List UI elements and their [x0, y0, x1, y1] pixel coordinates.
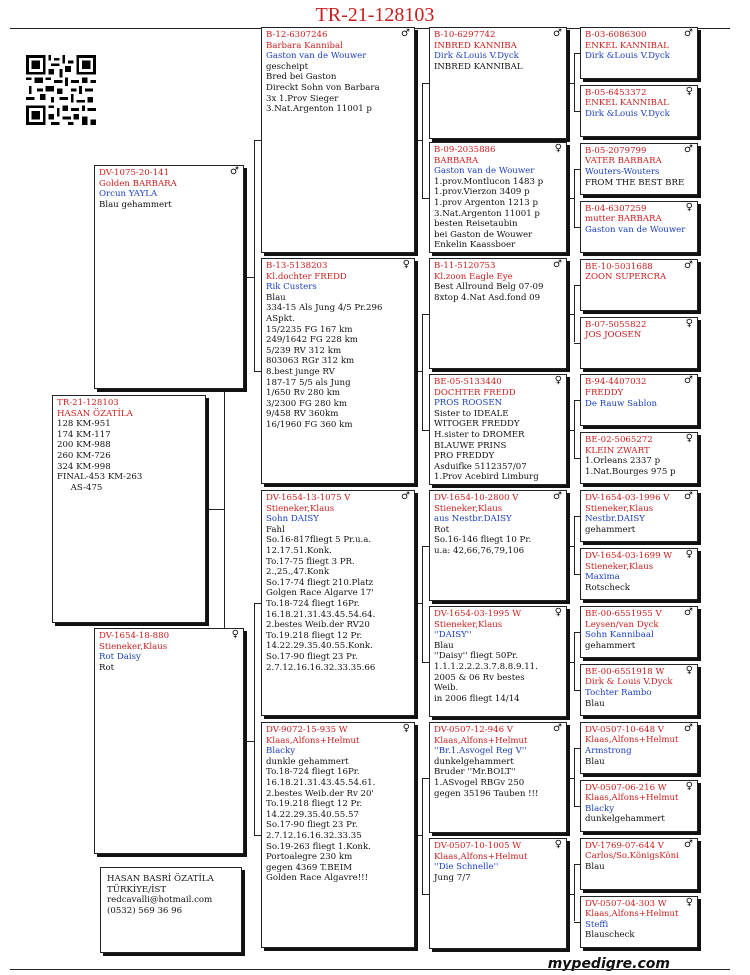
info-line: Blau: [585, 756, 605, 767]
info-line: gehammert: [585, 524, 636, 535]
info-line: 2.7.12.16.16.32.33.35: [266, 830, 362, 841]
ring-number: DV-1075-20-141: [99, 168, 170, 178]
info-line: Asduifke 5112357/07: [434, 461, 527, 472]
pigeon-name: Klaas,Alfons+Helmut: [266, 735, 360, 746]
ring-number: DV-0507-06-216 W: [585, 782, 667, 793]
info-line: To.17-75 fliegt 3 PR.: [266, 556, 355, 567]
info-line: So.17-90 fliegt 23 Pr.: [266, 651, 358, 662]
sex-symbol-icon: ♀: [402, 259, 410, 270]
owner-location: TÜRKİYE/İST: [107, 884, 167, 895]
great-grandparent-box: [429, 838, 567, 949]
connector-line: [422, 430, 429, 431]
connector-line: [574, 632, 575, 690]
info-line: Blau gehammert: [99, 199, 172, 210]
info-line: Bruder ''Mr.BOLT'': [434, 767, 516, 778]
sex-symbol-icon: ♀: [685, 85, 693, 97]
connector-line: [254, 603, 261, 604]
info-line: So.17-90 fliegt 23 Pr.: [266, 820, 358, 831]
sex-symbol-icon: ♀: [402, 723, 410, 734]
info-line: 15/2235 FG 167 km: [266, 324, 353, 335]
info-line: gescheipt: [266, 61, 309, 72]
pigeon-name: Stieneker,Klaus: [266, 503, 335, 514]
sex-symbol-icon: ♀: [685, 549, 693, 561]
breeder-name: Gaston van de Wouwer: [585, 224, 686, 235]
brand-logo: mypedigre.com: [547, 956, 670, 972]
connector-line: [254, 140, 261, 141]
info-line: 2.bestes Weib.der RV20: [266, 620, 370, 631]
sex-symbol-icon: ♂: [684, 491, 693, 503]
info-line: 12.17.51.Konk.: [266, 545, 332, 556]
connector-line: [254, 603, 255, 835]
connector-line: [422, 778, 423, 894]
connector-line: [574, 285, 575, 343]
sex-symbol-icon: ♀: [685, 433, 693, 445]
info-line: 128 KM-951: [57, 419, 111, 430]
sex-symbol-icon: ♂: [553, 723, 562, 734]
pigeon-name: Leysen/van Dyck: [585, 619, 659, 630]
info-line: So.16-817fliegt 5 Pr.u.a.: [266, 535, 372, 546]
owner-phone: (0532) 569 36 96: [107, 905, 183, 916]
breeder-name: ''Die Schnelle'': [434, 862, 499, 873]
info-line: 324 KM-998: [57, 461, 111, 472]
info-line: Direckt Sohn von Barbara: [266, 82, 380, 93]
owner-info-box: [100, 867, 242, 953]
info-line: WITOGER FREDDY: [434, 419, 520, 430]
ring-number: B-09-2035886: [434, 145, 496, 155]
info-line: 174 KM-117: [57, 429, 111, 440]
info-line: 3x 1.Prov Sieger: [266, 93, 339, 104]
sex-symbol-icon: ♂: [401, 491, 410, 502]
ring-number: DV-0507-10-1005 W: [434, 841, 522, 851]
ring-number: DV-9072-15-935 W: [266, 725, 348, 735]
info-line: dunkelgehammert: [434, 756, 514, 767]
ring-number: DV-1654-13-1075 V: [266, 493, 351, 503]
breeder-name: Dirk &Louis V.Dyck: [585, 51, 670, 62]
info-line: Sister to IDEALE: [434, 408, 509, 419]
connector-line: [422, 662, 429, 663]
info-line: Blau: [266, 292, 286, 303]
info-line: 16.18.21.31.43.45.54.64.: [266, 609, 376, 620]
gg-grandparent-box: [580, 780, 698, 832]
gg-grandparent-box: [580, 432, 698, 484]
ring-number: BE-00-6551918 W: [585, 666, 665, 677]
info-line: ASpkt.: [266, 313, 295, 324]
info-line: Weib.: [434, 683, 459, 694]
ring-number: B-05-6453372: [585, 87, 647, 98]
connector-line: [247, 741, 254, 742]
connector-line: [422, 314, 423, 430]
pigeon-name: Klaas,Alfons+Helmut: [585, 735, 679, 746]
sex-symbol-icon: ♀: [554, 143, 562, 154]
pigeon-name: VATER BARBARA: [585, 156, 662, 167]
info-line: FROM THE BEST BRE: [585, 177, 685, 188]
info-line: dunkle gehammert: [266, 756, 349, 767]
ring-number: B-12-6307246: [266, 30, 328, 40]
ring-number: BE-05-5133440: [434, 377, 502, 387]
pigeon-name: ENKEL KANNIBAL: [585, 40, 669, 51]
breeder-name: aus Nestbr.DAISY: [434, 514, 512, 525]
connector-line: [574, 748, 575, 806]
sex-symbol-icon: ♂: [684, 375, 693, 387]
breeder-name: Dirk &Louis V.Dyck: [585, 109, 670, 120]
breeder-name: Rik Custers: [266, 282, 317, 293]
info-line: 16/1960 FG 360 km: [266, 419, 353, 430]
info-line: 14.22.29.35.40.55.57: [266, 809, 359, 820]
sex-symbol-icon: ♀: [685, 896, 693, 908]
info-line: So.16-146 fliegt 10 Pr.: [434, 535, 532, 546]
info-line: Jung 7/7: [434, 872, 471, 883]
pigeon-name: ZOON SUPERCRA: [585, 272, 667, 283]
info-line: ''Daisy'' fliegt 50Pr.: [434, 651, 519, 662]
gg-grandparent-box: [580, 664, 698, 716]
info-line: Rot: [99, 662, 115, 673]
pigeon-name: Dirk & Louis V.Dyck: [585, 677, 673, 688]
breeder-name: Orcun YAYLA: [99, 189, 158, 200]
connector-line: [254, 371, 261, 372]
ring-number: TR-21-128103: [57, 398, 119, 408]
gg-grandparent-box: [580, 896, 698, 948]
ring-number: BE-02-5065272: [585, 435, 653, 446]
info-line: Bred bei Gaston: [266, 72, 337, 83]
pigeon-name: Klaas,Alfons+Helmut: [434, 735, 528, 746]
breeder-name: Sohn Kannibaal: [585, 630, 654, 641]
info-line: Portoalegre 230 km: [266, 852, 353, 863]
ring-number: B-03-6086300: [585, 30, 647, 40]
pigeon-name: FREDDY: [585, 387, 624, 398]
great-grandparent-box: [429, 490, 567, 601]
pigeon-name: Stieneker,Klaus: [99, 641, 168, 652]
breeder-name: Armstrong: [585, 745, 632, 756]
info-line: Golden Race Algavre!!!: [266, 873, 369, 884]
sex-symbol-icon: ♂: [684, 607, 693, 618]
connector-line: [422, 314, 429, 315]
info-line: 1.prov Argenton 1213 p: [434, 197, 539, 208]
info-line: INBRED KANNIBAL: [434, 61, 523, 72]
info-line: 1.Nat.Bourges 975 p: [585, 467, 676, 478]
ring-number: B-94-4407032: [585, 377, 647, 388]
breeder-name: Sohn DAISY: [266, 514, 319, 525]
connector-line: [422, 198, 429, 199]
sex-symbol-icon: ♀: [554, 607, 562, 618]
breeder-name: Nestbr.DAISY: [585, 514, 645, 525]
info-line: 200 KM-988: [57, 440, 111, 451]
info-line: 1.ASvogel RBGv 250: [434, 777, 525, 788]
info-line: 9/458 RV 360km: [266, 409, 339, 420]
info-line: 1/650 Rv 280 km: [266, 388, 341, 399]
connector-line: [422, 778, 429, 779]
owner-email: redcavalli@hotmail.com: [107, 895, 213, 906]
ring-number: B-05-2079799: [585, 145, 647, 156]
connector-line: [574, 864, 575, 922]
info-line: 1.Orleans 2337 p: [585, 456, 661, 467]
pigeon-name: Kl.zoon Eagle Eye: [434, 271, 513, 282]
gg-grandparent-box: [580, 490, 698, 542]
gg-grandparent-box: [580, 259, 698, 311]
breeder-name: Dirk &Louis V.Dyck: [434, 51, 519, 62]
info-line: AS-475: [57, 482, 103, 493]
info-line: Rotscheck: [585, 582, 630, 593]
info-line: 2.,25.,47.Konk: [266, 567, 330, 578]
connector-line: [574, 400, 575, 458]
pigeon-name: Klaas,Alfons+Helmut: [585, 909, 679, 920]
info-line: 3/2300 FG 280 km: [266, 398, 348, 409]
info-line: dunkelgehammert: [585, 814, 665, 825]
breeder-name: Rot Daisy: [99, 652, 141, 663]
info-line: 3.Nat.Argenton 11001 p: [266, 104, 372, 115]
great-grandparent-box: [429, 27, 567, 139]
ring-number: B-13-5138203: [266, 261, 328, 271]
breeder-name: ''DAISY'': [434, 630, 472, 641]
info-line: 2005 & 06 Rv bestes: [434, 672, 525, 683]
grandparent-box: [261, 490, 415, 716]
connector-line: [422, 546, 429, 547]
ring-number: DV-0507-04-303 W: [585, 898, 667, 909]
info-line: 3.Nat.Argenton 11001 p: [434, 208, 540, 219]
info-line: Best Allround Belg 07-09: [434, 282, 544, 293]
gg-grandparent-box: [580, 838, 698, 890]
pigeon-name: BARBARA: [434, 155, 479, 166]
pedigree-title: TR-21-128103: [315, 4, 435, 26]
connector-line: [422, 83, 429, 84]
info-line: Golgen Race Algarve 17': [266, 588, 374, 599]
sex-symbol-icon: ♂: [553, 28, 562, 39]
info-line: gehammert: [585, 640, 636, 651]
ring-number: DV-1654-03-1996 V: [585, 493, 670, 504]
ring-number: B-10-6297742: [434, 30, 496, 40]
info-line: gegen 35196 Tauben !!!: [434, 788, 539, 799]
connector-line: [422, 546, 423, 662]
pigeon-name: Klaas,Alfons+Helmut: [585, 793, 679, 804]
ring-number: DV-1654-03-1699 W: [585, 551, 673, 562]
info-line: 16.18.21.31.43.45.54.61.: [266, 777, 376, 788]
gg-grandparent-box: [580, 85, 698, 137]
info-line: So.17-74 fliegt 210.Platz: [266, 577, 374, 588]
ring-number: DV-0507-12-946 V: [434, 725, 514, 735]
ring-number: B-07-5055822: [585, 319, 647, 330]
connector-line: [574, 516, 575, 574]
connector-line: [254, 140, 255, 371]
info-line: bei Gaston de Wouwer: [434, 229, 533, 240]
connector-line: [422, 894, 429, 895]
pigeon-name: Stieneker,Klaus: [585, 561, 654, 572]
info-line: Blau: [434, 640, 454, 651]
ring-number: DV-1654-03-1995 W: [434, 609, 522, 619]
info-line: PRO FREDDY: [434, 451, 495, 462]
gg-grandparent-box: [580, 27, 698, 79]
great-grandparent-box: [429, 722, 567, 833]
pigeon-name: KLEIN ZWART: [585, 445, 650, 456]
breeder-name: Blacky: [266, 746, 296, 757]
sex-symbol-icon: ♂: [230, 166, 239, 177]
great-grandparent-box: [429, 258, 567, 369]
info-line: 8.best junge RV: [266, 366, 335, 377]
info-line: To.18-724 fliegt 16Pr.: [266, 598, 360, 609]
gg-grandparent-box: [580, 317, 698, 369]
info-line: gegen 4369 T.BEIM: [266, 862, 353, 873]
info-line: Blau: [585, 698, 605, 709]
breeder-name: Blacky: [585, 803, 615, 814]
pigeon-name: Stieneker,Klaus: [434, 503, 503, 514]
info-line: in 2006 fliegt 14/14: [434, 693, 520, 704]
breeder-name: Gaston van de Wouwer: [434, 166, 535, 177]
ring-number: B-04-6307259: [585, 203, 647, 214]
breeder-name: Tochter Rambo: [585, 688, 652, 699]
great-grandparent-box: [429, 374, 567, 485]
breeder-name: De Rauw Sablon: [585, 398, 658, 409]
info-line: 2.bestes Weib.der Rv 20': [266, 788, 374, 799]
sex-symbol-icon: ♀: [231, 629, 239, 640]
grandparent-box: [261, 258, 415, 484]
info-line: 260 KM-726: [57, 450, 111, 461]
breeder-name: Wouters-Wouters: [585, 166, 660, 177]
sex-symbol-icon: ♂: [684, 722, 693, 734]
sex-symbol-icon: ♀: [685, 780, 693, 792]
info-line: 5/239 RV 312 km: [266, 345, 342, 356]
sex-symbol-icon: ♀: [554, 375, 562, 386]
sex-symbol-icon: ♂: [553, 259, 562, 270]
info-line: 1.1.1.2.2.2.3.7.8.8.9.11.: [434, 661, 538, 672]
info-line: besten Reisetaubin: [434, 219, 518, 230]
connector-line: [247, 277, 254, 278]
breeder-name: Maxima: [585, 572, 620, 583]
pigeon-name: ENKEL KANNIBAL: [585, 98, 669, 109]
sex-symbol-icon: ♀: [685, 201, 693, 213]
connector-line: [574, 169, 575, 227]
info-line: 1.Prov Acebird Limburg: [434, 472, 539, 483]
owner-name: HASAN BASRİ ÖZATİLA: [107, 874, 214, 884]
sex-symbol-icon: ♀: [554, 839, 562, 850]
pigeon-name: Golden BARBARA: [99, 178, 177, 189]
sex-symbol-icon: ♂: [401, 28, 410, 39]
great-grandparent-box: [429, 606, 567, 717]
pigeon-name: Klaas,Alfons+Helmut: [434, 851, 528, 862]
info-line: 803063 RGr 312 km: [266, 356, 355, 367]
info-line: BLAUWE PRINS: [434, 440, 507, 451]
sex-symbol-icon: ♂: [553, 491, 562, 502]
grandparent-box: [261, 27, 415, 253]
great-grandparent-box: [429, 142, 567, 253]
info-line: Fahl: [266, 524, 285, 535]
breeder-name: PROS ROOSEN: [434, 398, 503, 409]
connector-line: [254, 835, 261, 836]
info-line: 2.7.12.16.16.32.33.35.66: [266, 662, 376, 673]
connector-line: [209, 509, 224, 510]
gg-grandparent-box: [580, 606, 698, 658]
info-line: 249/1642 FG 228 km: [266, 335, 358, 346]
info-line: 187-17 5/5 als Jung: [266, 377, 351, 388]
sex-symbol-icon: ♂: [684, 143, 693, 155]
info-line: u.a: 42,66,76,79,106: [434, 545, 525, 556]
ring-number: DV-0507-10-648 V: [585, 724, 665, 735]
ring-number: BE-10-5031688: [585, 261, 653, 272]
gg-grandparent-box: [580, 201, 698, 253]
pigeon-name: Barbara Kannibal: [266, 40, 343, 51]
bottom-divider: [10, 969, 730, 970]
info-line: H.sister to DROMER: [434, 429, 525, 440]
pigeon-name: HASAN ÖZATİLA: [57, 408, 133, 419]
info-line: FINAL-453 KM-263: [57, 472, 143, 483]
pigeon-name: mutter BARBARA: [585, 214, 662, 225]
subject-box: [52, 395, 206, 623]
connector-line: [422, 83, 423, 198]
gg-grandparent-box: [580, 143, 698, 195]
breeder-name: Gaston van de Wouwer: [266, 51, 367, 62]
parent-box: [94, 165, 244, 389]
parent-box: [94, 628, 244, 854]
gg-grandparent-box: [580, 548, 698, 600]
gg-grandparent-box: [580, 722, 698, 774]
sex-symbol-icon: ♂: [684, 259, 693, 271]
info-line: 8xtop 4.Nat Asd.fond 09: [434, 292, 541, 303]
info-line: To.19.218 fliegt 12 Pr.: [266, 799, 363, 810]
info-line: Blauscheck: [585, 930, 635, 941]
info-line: To.19.218 fliegt 12 Pr.: [266, 630, 363, 641]
sex-symbol-icon: ♂: [684, 838, 693, 850]
info-line: 1.prov.Montlucon 1483 p: [434, 176, 544, 187]
ring-number: DV-1769-07-644 V: [585, 840, 665, 851]
sex-symbol-icon: ♀: [685, 317, 693, 329]
info-line: 14.22.29.35.40.55.Konk.: [266, 641, 373, 652]
ring-number: DV-1654-18-880: [99, 631, 170, 641]
connector-line: [574, 53, 575, 111]
ring-number: B-11-5120753: [434, 261, 496, 271]
info-line: Enkelin Kaassboer: [434, 240, 516, 251]
sex-symbol-icon: ♂: [684, 28, 693, 39]
pigeon-name: JOS JOOSEN: [585, 330, 642, 341]
qr-code-icon: [26, 55, 96, 125]
pigeon-name: INBRED KANNIBA: [434, 40, 517, 51]
breeder-name: Steffi: [585, 919, 609, 930]
info-line: So.19-263 fliegt 1.Konk.: [266, 841, 371, 852]
pigeon-name: Kl.dochter FREDD: [266, 271, 347, 282]
info-line: Blau: [585, 861, 605, 872]
pigeon-name: Carlos/So.KönigsKöni: [585, 851, 679, 862]
info-line: To.18-724 fliegt 16Pr.: [266, 767, 360, 778]
ring-number: BE-00-6551955 V: [585, 609, 662, 619]
gg-grandparent-box: [580, 374, 698, 426]
pigeon-name: DOCHTER FREDD: [434, 387, 516, 398]
info-line: 334-15 Als Jung 4/5 Pr.296: [266, 303, 383, 314]
grandparent-box: [261, 722, 415, 948]
breeder-name: ''Br.1.Asvogel Reg V'': [434, 746, 527, 757]
info-line: 1.prov.Vierzon 3409 p: [434, 187, 530, 198]
pigeon-name: Stieneker,Klaus: [434, 619, 503, 630]
pigeon-name: Stieneker,Klaus: [585, 503, 654, 514]
info-line: Rot: [434, 524, 450, 535]
sex-symbol-icon: ♀: [685, 664, 693, 676]
ring-number: DV-1654-10-2800 V: [434, 493, 519, 503]
